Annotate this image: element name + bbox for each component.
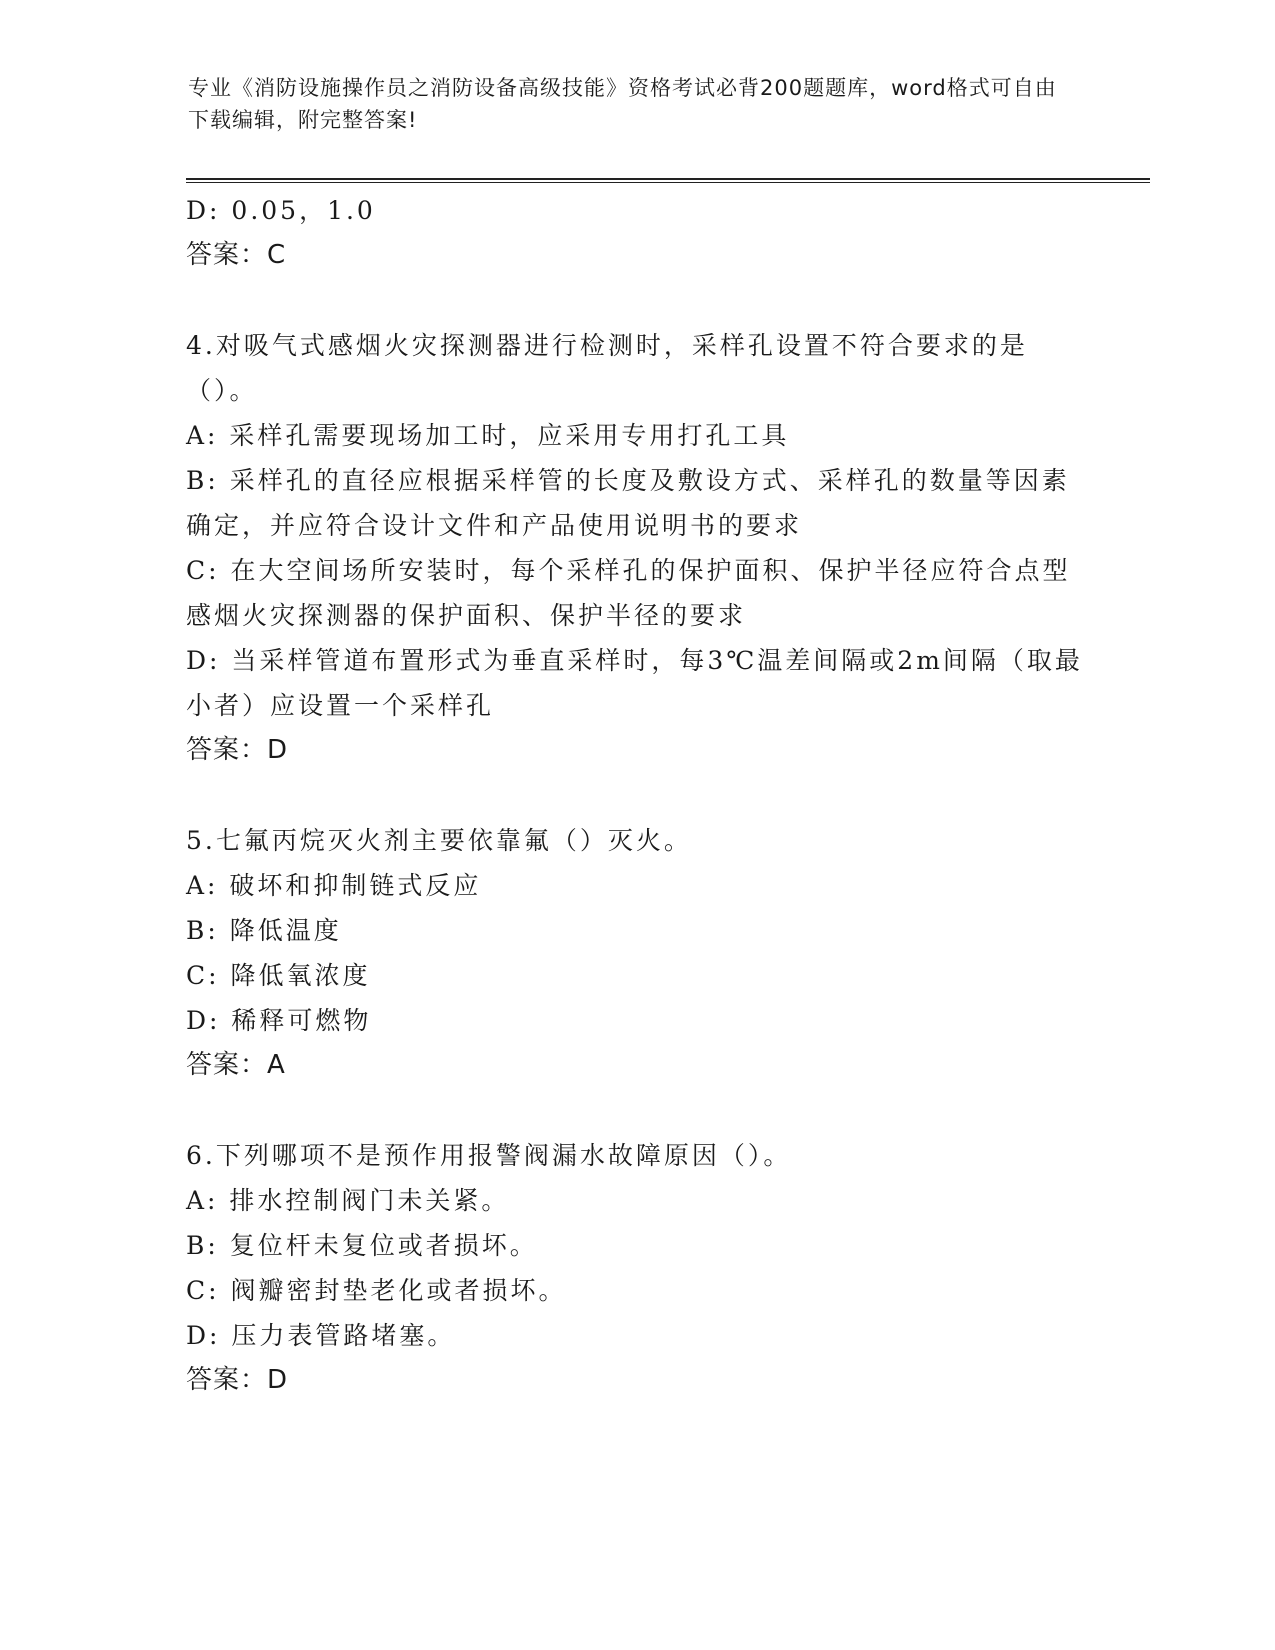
option-d: D: 当采样管道布置形式为垂直采样时，每3℃温差间隔或2m间隔（取最小者）应设置一个采样孔 (186, 646, 1083, 720)
option-d: D: 稀释可燃物 (186, 1006, 372, 1035)
document-body (186, 188, 1086, 1403)
option-a: A: 破坏和抑制链式反应 (186, 871, 482, 900)
question-block-6 (186, 1133, 1086, 1403)
answer-line: 答案：A (186, 1050, 286, 1080)
option-b: B: 复位杆未复位或者损坏。 (186, 1231, 538, 1260)
spacer (186, 1088, 1086, 1133)
question-block-5 (186, 818, 1086, 1088)
option-d: D: 0.05，1.0 (186, 196, 376, 225)
question-title: 6.下列哪项不是预作用报警阀漏水故障原因（）。 (186, 1141, 792, 1170)
answer-line: 答案：C (186, 240, 287, 270)
answer-line: 答案：D (186, 1365, 289, 1395)
option-c: C: 在大空间场所安装时，每个采样孔的保护面积、保护半径应符合点型感烟火灾探测器的保护面积、保护半径的要求 (186, 556, 1071, 630)
option-a: A: 排水控制阀门未关紧。 (186, 1186, 510, 1215)
page-header: 专业《消防设施操作员之消防设备高级技能》资格考试必背200题题库，word格式可自由下载编辑，附完整答案! (188, 76, 1057, 132)
spacer (186, 278, 1086, 323)
option-b: B: 降低温度 (186, 916, 342, 945)
option-d: D: 压力表管路堵塞。 (186, 1321, 456, 1350)
header-rule-thin (186, 182, 1150, 183)
question-block-4 (186, 323, 1086, 773)
spacer (186, 773, 1086, 818)
question-title: 4.对吸气式感烟火灾探测器进行检测时，采样孔设置不符合要求的是（）。 (186, 331, 1028, 405)
option-c: C: 降低氧浓度 (186, 961, 371, 990)
header-rule-thick (186, 178, 1150, 180)
option-a: A: 采样孔需要现场加工时，应采用专用打孔工具 (186, 421, 790, 450)
answer-line: 答案：D (186, 735, 289, 765)
question-title: 5.七氟丙烷灭火剂主要依靠氟（）灭火。 (186, 826, 692, 855)
option-b: B: 采样孔的直径应根据采样管的长度及敷设方式、采样孔的数量等因素确定，并应符合设计文件和产品使用说明书的要求 (186, 466, 1070, 540)
option-c: C: 阀瓣密封垫老化或者损坏。 (186, 1276, 567, 1305)
